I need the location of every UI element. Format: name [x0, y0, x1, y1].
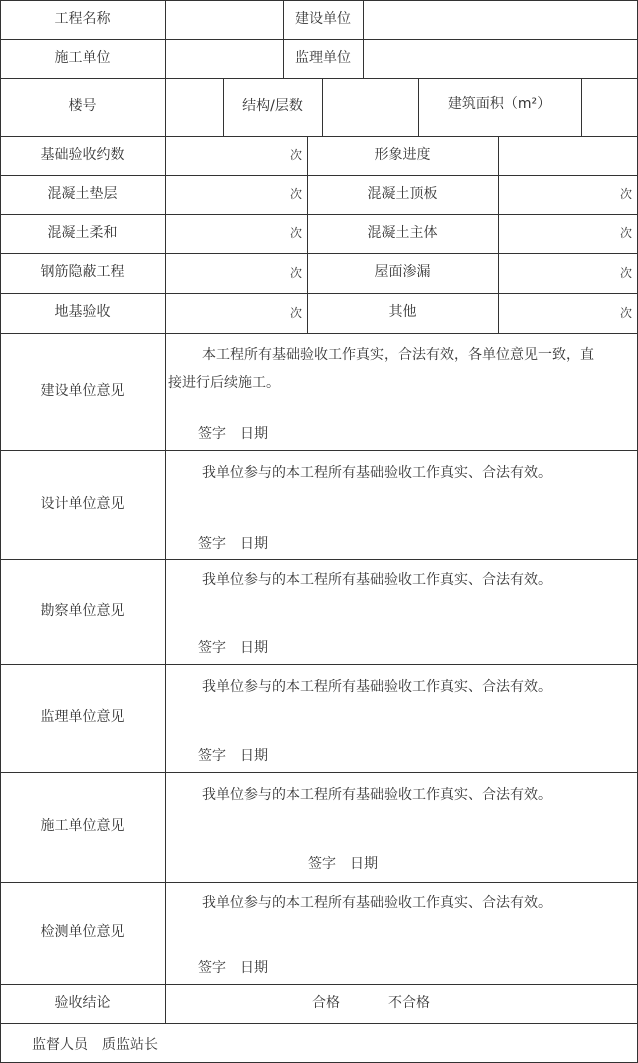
signature-line	[198, 533, 268, 553]
opinion-text	[168, 781, 636, 809]
sign-label: 签字	[198, 748, 226, 764]
date-label: 日期	[240, 960, 268, 976]
opinion-text-line: 本工程所有基础验收工作真实，合法有效，各单位意见一致，直	[202, 347, 594, 363]
opinion-text-line: 我单位参与的本工程所有基础验收工作真实、合法有效。	[202, 895, 552, 911]
sign-label: 签字	[198, 640, 226, 656]
conclusion-label: 验收结论	[54, 994, 111, 1011]
inspection-item-label: 钢筋隐蔽工程	[40, 264, 125, 281]
inspection-unit: 次	[619, 226, 632, 240]
conclusion-pass: 合格	[312, 994, 340, 1011]
inspector-label: 监督人员	[32, 1037, 88, 1053]
opinion-label: 勘察单位意见	[40, 602, 125, 619]
signature-line	[308, 853, 378, 873]
construction-unit-label: 建设单位	[295, 10, 351, 27]
inspection-item-label: 混凝土柔和	[47, 224, 118, 241]
date-label: 日期	[240, 426, 268, 442]
row-divider	[0, 1023, 638, 1024]
inspection-item-label: 形象进度	[374, 146, 431, 163]
opinion-text	[168, 566, 636, 594]
opinion-text	[168, 889, 636, 917]
quality-station-label: 质监站长	[102, 1037, 158, 1053]
signature-line	[198, 637, 268, 657]
opinion-label: 设计单位意见	[40, 495, 125, 512]
opinion-label: 建设单位意见	[40, 382, 125, 399]
opinion-text	[168, 341, 636, 397]
opinion-text-line: 我单位参与的本工程所有基础验收工作真实、合法有效。	[202, 787, 552, 803]
opinion-text-line: 我单位参与的本工程所有基础验收工作真实、合法有效。	[202, 465, 552, 481]
project-name-label: 工程名称	[54, 10, 111, 27]
opinion-text-line: 接进行后续施工。	[168, 375, 280, 391]
footer-signatures	[32, 1034, 158, 1054]
opinion-text	[168, 673, 636, 701]
supervisor-unit-label: 监理单位	[295, 49, 351, 66]
opinion-text-line: 我单位参与的本工程所有基础验收工作真实、合法有效。	[202, 572, 552, 588]
date-label: 日期	[240, 748, 268, 764]
opinion-text-line: 我单位参与的本工程所有基础验收工作真实、合法有效。	[202, 679, 552, 695]
inspection-item-label: 混凝土主体	[367, 224, 438, 241]
signature-line	[198, 745, 268, 765]
opinion-text	[168, 459, 636, 487]
column-divider	[581, 78, 582, 136]
signature-line	[198, 957, 268, 977]
sign-label: 签字	[198, 426, 226, 442]
inspection-unit: 次	[289, 187, 302, 201]
inspection-unit: 次	[619, 265, 632, 280]
inspection-unit: 次	[289, 148, 302, 162]
sign-label: 签字	[308, 856, 336, 872]
date-label: 日期	[240, 536, 268, 552]
date-label: 日期	[350, 856, 378, 872]
inspection-unit: 次	[289, 226, 302, 240]
column-divider	[322, 78, 323, 136]
conclusion-fail: 不合格	[388, 994, 430, 1011]
signature-line	[198, 423, 268, 443]
opinion-label: 监理单位意见	[40, 709, 125, 726]
area-label: 建筑面积（m²）	[447, 96, 552, 113]
structure-floors-label: 结构/层数	[242, 98, 303, 115]
inspection-item-label: 屋面渗漏	[374, 264, 431, 281]
inspection-unit: 次	[619, 187, 632, 201]
column-divider	[363, 0, 364, 78]
building-no-label: 楼号	[68, 98, 97, 115]
inspection-item-label: 混凝土顶板	[367, 185, 438, 202]
inspection-item-label: 混凝土垫层	[47, 185, 118, 202]
opinion-label: 施工单位意见	[40, 818, 125, 835]
opinion-label: 检测单位意见	[40, 924, 125, 941]
inspection-item-label: 地基验收	[54, 304, 111, 321]
inspection-unit: 次	[289, 265, 302, 280]
sign-label: 签字	[198, 536, 226, 552]
inspection-item-label: 基础验收约数	[40, 146, 125, 163]
sign-label: 签字	[198, 960, 226, 976]
inspection-unit: 次	[289, 305, 302, 320]
date-label: 日期	[240, 640, 268, 656]
inspection-item-label: 其他	[388, 304, 417, 321]
builder-unit-label: 施工单位	[54, 49, 111, 66]
inspection-unit: 次	[619, 305, 632, 320]
